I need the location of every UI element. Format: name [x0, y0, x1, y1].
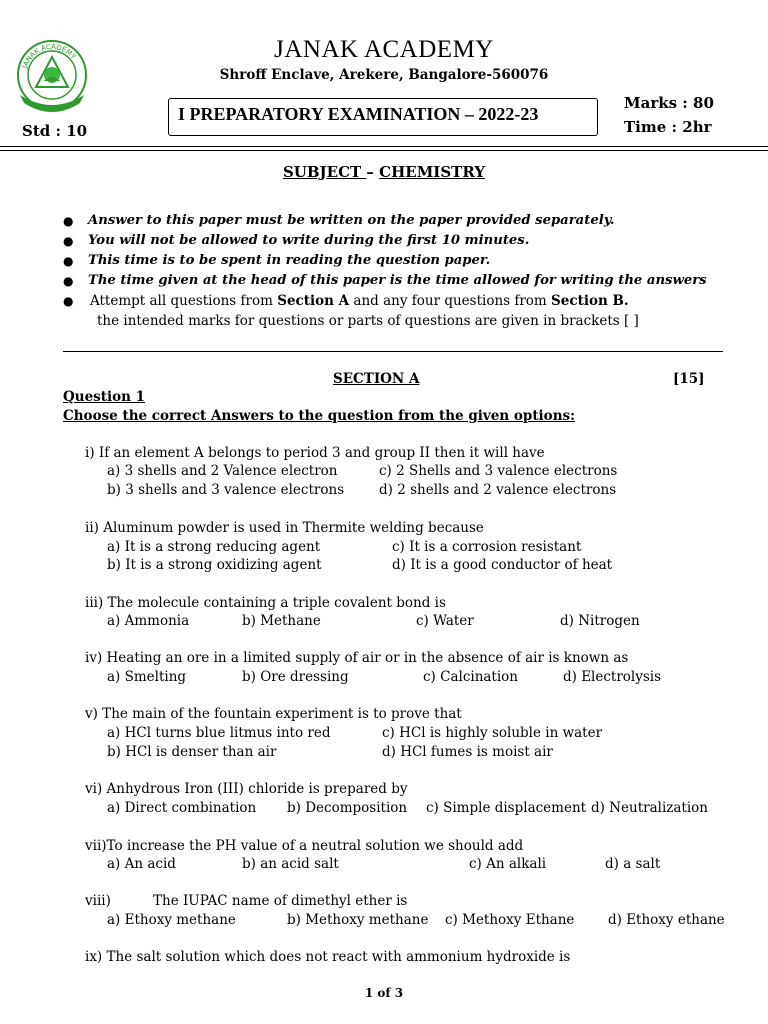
option-d: d) 2 shells and 2 valence electrons: [379, 482, 617, 498]
option-b: b) an acid salt: [242, 856, 339, 872]
option-a: a) Ethoxy methane: [107, 912, 236, 928]
question-stem: The IUPAC name of dimethyl ether is: [153, 893, 408, 909]
question-stem: vii)To increase the PH value of a neutral solution we should add: [85, 838, 524, 854]
section-title: SECTION A: [333, 371, 420, 387]
bullet: ●: [63, 294, 74, 308]
option-d: d) Electrolysis: [563, 669, 662, 685]
section-divider: [63, 351, 723, 352]
option-c: c) Methoxy Ethane: [445, 912, 575, 928]
option-c: c) 2 Shells and 3 valence electrons: [379, 463, 618, 479]
option-b: b) It is a strong oxidizing agent: [107, 557, 322, 573]
standard: Std : 10: [22, 122, 88, 140]
question-stem: ii) Aluminum powder is used in Thermite welding because: [85, 520, 484, 536]
option-b: b) Ore dressing: [242, 669, 349, 685]
option-c: c) Water: [416, 613, 474, 629]
option-a: a) 3 shells and 2 Valence electron: [107, 463, 338, 479]
question-stem: iv) Heating an ore in a limited supply of air or in the absence of air is known as: [85, 650, 629, 666]
option-a: a) Ammonia: [107, 613, 190, 629]
bullet: ●: [63, 234, 74, 248]
header-divider-thin: [0, 150, 768, 151]
option-b: b) Methoxy methane: [287, 912, 429, 928]
subject-heading: SUBJECT – CHEMISTRY: [282, 163, 486, 181]
option-d: d) Neutralization: [591, 800, 708, 816]
option-a: a) Smelting: [107, 669, 187, 685]
option-d: d) HCl fumes is moist air: [382, 744, 553, 760]
header-divider: [0, 146, 768, 147]
option-c: c) Simple displacement: [426, 800, 587, 816]
school-name: JANAK ACADEMY: [274, 36, 494, 63]
option-c: c) It is a corrosion resistant: [392, 539, 582, 555]
question-number: Question 1: [63, 389, 146, 405]
instruction-attempt: Attempt all questions from Section A and any four questions from Section B.: [90, 293, 629, 309]
option-d: d) Ethoxy ethane: [608, 912, 725, 928]
max-marks: Marks : 80: [624, 94, 714, 112]
question-number-viii: viii): [85, 893, 111, 909]
bullet: ●: [63, 214, 74, 228]
option-b: b) Methane: [242, 613, 321, 629]
option-d: d) It is a good conductor of heat: [392, 557, 613, 573]
option-d: d) Nitrogen: [560, 613, 640, 629]
school-address: Shroff Enclave, Arekere, Bangalore-560076: [219, 67, 549, 83]
option-a: a) HCl turns blue litmus into red: [107, 725, 331, 741]
option-b: b) Decomposition: [287, 800, 408, 816]
option-b: b) 3 shells and 3 valence electrons: [107, 482, 345, 498]
bullet: ●: [63, 274, 74, 288]
exam-title: I PREPARATORY EXAMINATION – 2022-23: [178, 104, 539, 124]
bullet: ●: [63, 254, 74, 268]
instruction-item: You will not be allowed to write during the first 10 minutes.: [88, 233, 530, 248]
question-stem: ix) The salt solution which does not react with ammonium hydroxide is: [85, 949, 571, 965]
question-stem: vi) Anhydrous Iron (III) chloride is prepared by: [85, 781, 408, 797]
instruction-item: The time given at the head of this paper is the time allowed for writing the answers: [88, 273, 707, 288]
question-stem: i) If an element A belongs to period 3 and group II then it will have: [85, 445, 545, 461]
question-stem: iii) The molecule containing a triple covalent bond is: [85, 595, 446, 611]
page-number: 1 of 3: [364, 986, 404, 1000]
question-stem: v) The main of the fountain experiment is to prove that: [85, 706, 462, 722]
option-a: a) It is a strong reducing agent: [107, 539, 321, 555]
logo-text: JANAK ACADEMY: [21, 42, 78, 70]
section-marks: [15]: [673, 371, 705, 387]
option-d: d) a salt: [605, 856, 661, 872]
option-c: c) HCl is highly soluble in water: [382, 725, 603, 741]
instruction-item: This time is to be spent in reading the question paper.: [88, 253, 491, 268]
instruction-intended: the intended marks for questions or parts of questions are given in brackets [ ]: [97, 313, 639, 329]
question-instruction: Choose the correct Answers to the question from the given options:: [63, 408, 576, 424]
exam-time: Time : 2hr: [624, 118, 712, 136]
option-a: a) Direct combination: [107, 800, 257, 816]
option-c: c) An alkali: [469, 856, 547, 872]
instruction-item: Answer to this paper must be written on the paper provided separately.: [88, 213, 615, 228]
option-b: b) HCl is denser than air: [107, 744, 277, 760]
option-a: a) An acid: [107, 856, 176, 872]
option-c: c) Calcination: [423, 669, 519, 685]
